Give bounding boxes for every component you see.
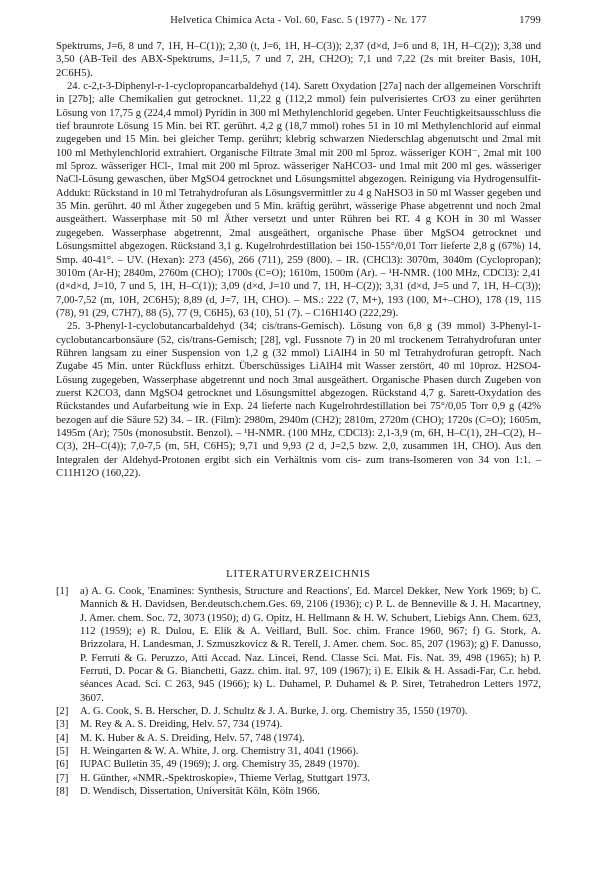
reference-number: [2]: [56, 706, 69, 718]
reference-item: [56, 745, 541, 758]
reference-text: A. G. Cook, S. B. Herscher, D. J. Schultz & J. A. Burke, J. org. Chemistry 35, 1550 (1970).: [80, 706, 468, 718]
reference-text: H. Weingarten & W. A. White, J. org. Chemistry 31, 4041 (1966).: [80, 746, 359, 758]
paragraph-exp-24: 24. c-2,t-3-Diphenyl-r-1-cyclopropancarbaldehyd (14). Sarett Oxydation [27a] nach der allgemeinen Vorschrift in [27b]; alle Chemikalien gut getrocknet. 11,22 g (112,2 mmol) fein pulverisiertes CrO3 zu einer gerührten Lösung von 17,75 g (224,4 mmol) Pyridin in 300 ml Methylenchlorid gegeben. Unter Feuchtigkeitsausschluss die tief braunrote Lösung 15 Min. bei RT. gerührt. 4,2 g (18,7 mmol) rohes 51 in 10 ml Methylenchlorid auf einmal zugegeben und 15 Min. bei gleicher Temp. gerührt; klebrig schwarzen Niederschlag abgenutscht und 2mal mit 100 ml Methylenchlorid extrahiert. Organische Filtrate 3mal mit 200 ml 5proz. wässeriger KOH⁻, 2mal mit 100 ml 5proz. wässeriger HCl-, 1mal mit 200 ml 5proz. wässeriger NaHCO3- und 1mal mit 200 ml ges. wässeriger NaCl-Lösung gewaschen, über MgSO4 getrocknet und Lösungsmittel abgezogen. Reinigung via Hydrogensulfit-Addukt: Rückstand in 10 ml Tetrahydrofuran als Lösungsvermittler zu 4 g NaHSO3 in 50 ml Wasser gegeben und 35 Min. gerührt. 40 ml Äther zugegeben und 5 Min. kräftig gerührt, wässerige Phase abgetrennt und noch 2mal ausgeäthert. Wasserphase mit 50 ml Äther versetzt und unter Rühren bei RT. 4 g KOH in 30 ml Wasser zugegeben. Wasserphase abgetrennt, 2mal ausgeäthert, organische Phase über MgSO4 getrocknet und Lösungsmittel abgezogen. Rückstand 3,1 g. Kugelrohrdestillation bei 150-155°/0,01 Torr lieferte 2,8 g (67%) 14, Smp. 40-41°. – UV. (Hexan): 273 (456), 266 (711), 259 (800). – IR. (CHCl3): 3070m, 3040m (Cyclopropan); 3010m (Ar-H); 2840m, 2760m (CHO); 1700s (C=O); 1610m, 1500m (Ar). – ¹H-NMR. (100 MHz, CDCl3): 2,41 (d×d×d, J=10, 7 und 5, 1H, H–C(1)); 3,09 (d×d, J=10 und 7, 1H, H–C(2)); 3,31 (d×d, J=5 und 7, 1H, H–C(3)); 7,00-7,52 (m, 10H, 2C6H5); 8,89 (d, J=7, 1H, CHO). – MS.: 222 (7, M+), 193 (100, M+–CHO), 178 (19, 115 (78), 91 (29, C7H7), 88 (5), 77 (9, C6H5), 63 (10), 51 (7). – C16H14O (222,29).: [56, 81, 541, 319]
reference-text: a) A. G. Cook, 'Enamines: Synthesis, Structure and Reactions', Ed. Marcel Dekker, New York 1969; b) C. Mannich & H. Davidsen, Ber.deutsch.chem.Ges. 69, 2106 (1936); c) P. L. de Benneville & J. H. Macartney, J. Amer. chem. Soc. 72, 3073 (1950); d) G. Opitz, H. Hellmann & H. W. Schubert, Liebigs Ann. Chem. 623, 112 (1959); e) R. Dulou, E. Elik & A. Veillard, Bull. Soc. chim. France 1960, 967; f) G. Stork, A. Brizzolara, H. Landesman, J. Szmuszkovicz & R. Terell, J. Amer. chem. Soc. 85, 207 (1963); g) F. Danusso, P. Ferruti & G. Peruzzo, Atti Accad. Naz. Lincei, Rend. Classe Sci. Mat. Fis. Nat. 39, 498 (1965); h) P. Ferruti, D. Pocar & G. Bianchetti, Gazz. chim. ital. 97, 109 (1967); i) E. Elkik & H. Assadi-Far, C.r. hebd. séances Acad. Sci. C 263, 945 (1966); k) L. Duhamel, P. Duhamel & P. Siret, Tetrahedron Letters 1972, 3607.: [80, 586, 541, 704]
references-list: [56, 585, 541, 799]
paragraph-exp-25: 25. 3-Phenyl-1-cyclobutancarbaldehyd (34; cis/trans-Gemisch). Lösung von 6,8 g (39 mmol) 3-Phenyl-1-cyclobutancarbonsäure (52, cis/trans-Gemisch; [28], vgl. Fussnote 7) in 20 ml trockenem Tetrahydrofuran unter Rühren langsam zu einer Suspension von 1,2 g (32 mmol) LiAlH4 in 50 ml Tetrahydrofuran getropft. Nach Zugabe 45 Min. unter Rückfluss erhitzt. Überschüssiges LiAlH4 mit Wasser zerstört, 40 ml 10proz. H2SO4-Lösung zugegeben, Wasserphase abgetrennt und noch 3mal ausgeäthert. Organische Phasen durch Zugeben von zuerst K2CO3, dann MgSO4 getrocknet und Lösungsmittel abgezogen. Rückstand 4,7 g. Sarett-Oxydation des Rückstandes und Aufarbeitung wie in Exp. 24 lieferte nach Kugelrohrdestillation bei 75°/0,05 Torr 0,9 g (42% bezogen auf die Säure 52) 34. – IR. (Film): 2980m, 2940m (CH2); 2810m, 2720m (CHO); 1720s (C=O); 1605m, 1495m (Ar); 750s (monosubstit. Benzol). – ¹H-NMR. (100 MHz, CDCl3): 2,1-3,9 (m, 6H, H–C(1), 2H–C(2), H–C(3), 2H–C(4)); 7,0-7,5 (m, 5H, C6H5); 9,71 und 9,93 (2 d, J=2,5 bzw. 2,0, zusammen 1H, CHO). Aus den Integralen der Aldehyd-Protonen ergibt sich ein Verhältnis vom cis- zum trans-Isomeren von 34 von 1:1. – C11H12O (160,22).: [56, 321, 541, 479]
reference-text: M. Rey & A. S. Dreiding, Helv. 57, 734 (1974).: [80, 719, 283, 731]
reference-item: [56, 705, 541, 718]
reference-item: [56, 585, 541, 705]
reference-item: [56, 785, 541, 798]
page-number: 1799: [519, 15, 541, 26]
reference-number: [6]: [56, 759, 69, 771]
reference-text: M. K. Huber & A. S. Dreiding, Helv. 57, 748 (1974).: [80, 732, 305, 744]
reference-item: [56, 718, 541, 731]
reference-text: D. Wendisch, Dissertation, Universität Köln, Köln 1966.: [80, 786, 320, 798]
reference-number: [7]: [56, 772, 69, 784]
paragraph-nmr-continuation: Spektrums, J=6, 8 und 7, 1H, H–C(1)); 2,30 (t, J=6, 1H, H–C(3)); 2,37 (d×d, J=6 und 8, 1H, H–C(2)); 3,38 und 3,50 (AB-Teil des ABX-Spektrums, J=11,5, 7 und 7, 2H, CH2O); 7,1 und 7,22 (2s mit breiter Basis, 10H, 2C6H5).: [56, 41, 541, 79]
reference-item: [56, 772, 541, 785]
reference-number: [1]: [56, 586, 69, 597]
reference-number: [3]: [56, 719, 69, 731]
running-header: [56, 15, 541, 29]
reference-number: [5]: [56, 746, 69, 758]
reference-number: [8]: [56, 786, 69, 798]
reference-text: IUPAC Bulletin 35, 49 (1969); J. org. Chemistry 35, 2849 (1970).: [80, 759, 360, 771]
references-heading: LITERATURVERZEICHNIS: [226, 568, 371, 580]
journal-title: Helvetica Chimica Acta - Vol. 60, Fasc. 5 (1977) - Nr. 177: [170, 15, 427, 26]
reference-item: [56, 732, 541, 745]
reference-number: [4]: [56, 732, 69, 744]
body-text: [56, 40, 541, 480]
reference-item: [56, 758, 541, 771]
reference-text: H. Günther, «NMR.-Spektroskopie», Thieme Verlag, Stuttgart 1973.: [80, 772, 370, 784]
